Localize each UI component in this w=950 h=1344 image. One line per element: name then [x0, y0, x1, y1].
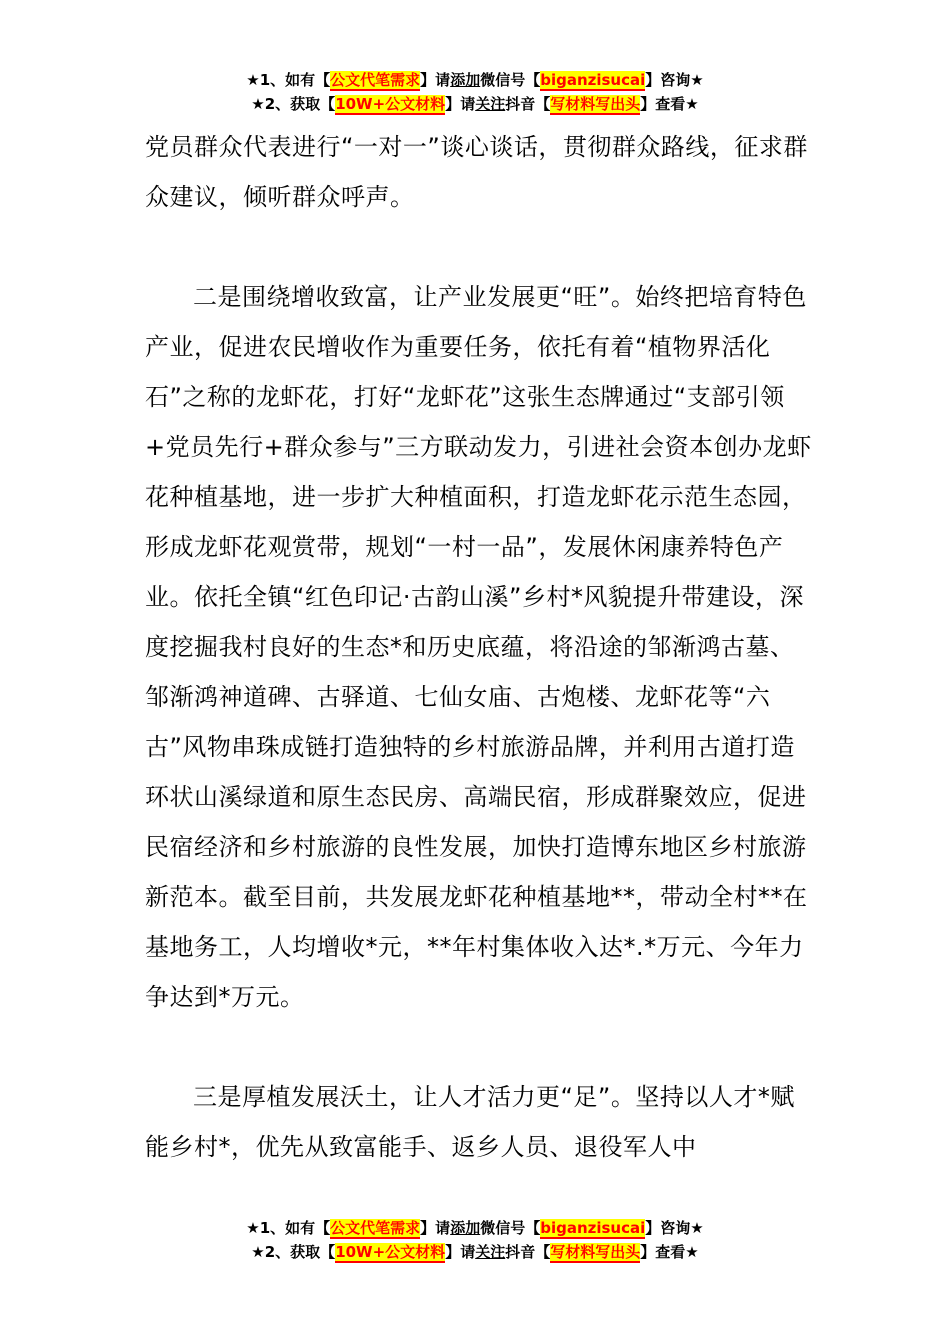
promo-line-1: ★1、如有【公文代笔需求】请添加微信号【biganzisucai】咨询★: [246, 71, 704, 89]
paragraph-1: 党员群众代表进行“一对一”谈心谈话，贯彻群众路线，征求群众建议，倾听群众呼声。: [145, 133, 808, 211]
paragraph-3: 三是厚植发展沃土，让人才活力更“足”。坚持以人才*赋能乡村*，优先从致富能手、返乡人员、退役军人中: [145, 1083, 795, 1161]
paragraph-gap: [145, 222, 815, 272]
paragraph-gap: [145, 1022, 815, 1072]
document-body: [145, 122, 815, 1172]
highlight-service: 公文代笔需求: [330, 1219, 421, 1237]
highlight-wechat-id: biganzisucai: [540, 1219, 646, 1237]
highlight-materials: 10W+公文材料: [335, 1243, 446, 1261]
promo-line-1: ★1、如有【公文代笔需求】请添加微信号【biganzisucai】咨询★: [246, 1219, 704, 1237]
highlight-wechat-id: biganzisucai: [540, 71, 646, 89]
highlight-materials: 10W+公文材料: [335, 95, 446, 113]
promo-header: [0, 68, 950, 116]
paragraph-2: 二是围绕增收致富，让产业发展更“旺”。始终把培育特色产业，促进农民增收作为重要任务，依托有着“植物界活化石”之称的龙虾花，打好“龙虾花”这张生态牌通过“支部引领+党员先行+群众参与”三方联动发力，引进社会资本创办龙虾花种植基地，进一步扩大种植面积，打造龙虾花示范生态园，形成龙虾花观赏带，规划“一村一品”，发展休闲康养特色产业。依托全镇“红色印记·古韵山溪”乡村*风貌提升带建设，深度挖掘我村良好的生态*和历史底蕴，将沿途的邹渐鸿古墓、邹渐鸿神道碑、古驿道、七仙女庙、古炮楼、龙虾花等“六古”风物串珠成链打造独特的乡村旅游品牌，并利用古道打造环状山溪绿道和原生态民房、高端民宿，形成群聚效应，促进民宿经济和乡村旅游的良性发展，加快打造博东地区乡村旅游新范本。截至目前，共发展龙虾花种植基地**，带动全村**在基地务工，人均增收*元，**年村集体收入达*.*万元、今年力争达到*万元。: [145, 283, 812, 1011]
promo-line-2: ★2、获取【10W+公文材料】请关注抖音【写材料写出头】查看★: [251, 95, 699, 113]
highlight-douyin-id: 写材料写出头: [550, 1243, 641, 1261]
promo-line-2: ★2、获取【10W+公文材料】请关注抖音【写材料写出头】查看★: [251, 1243, 699, 1261]
promo-footer: [0, 1216, 950, 1264]
highlight-service: 公文代笔需求: [330, 71, 421, 89]
highlight-douyin-id: 写材料写出头: [550, 95, 641, 113]
